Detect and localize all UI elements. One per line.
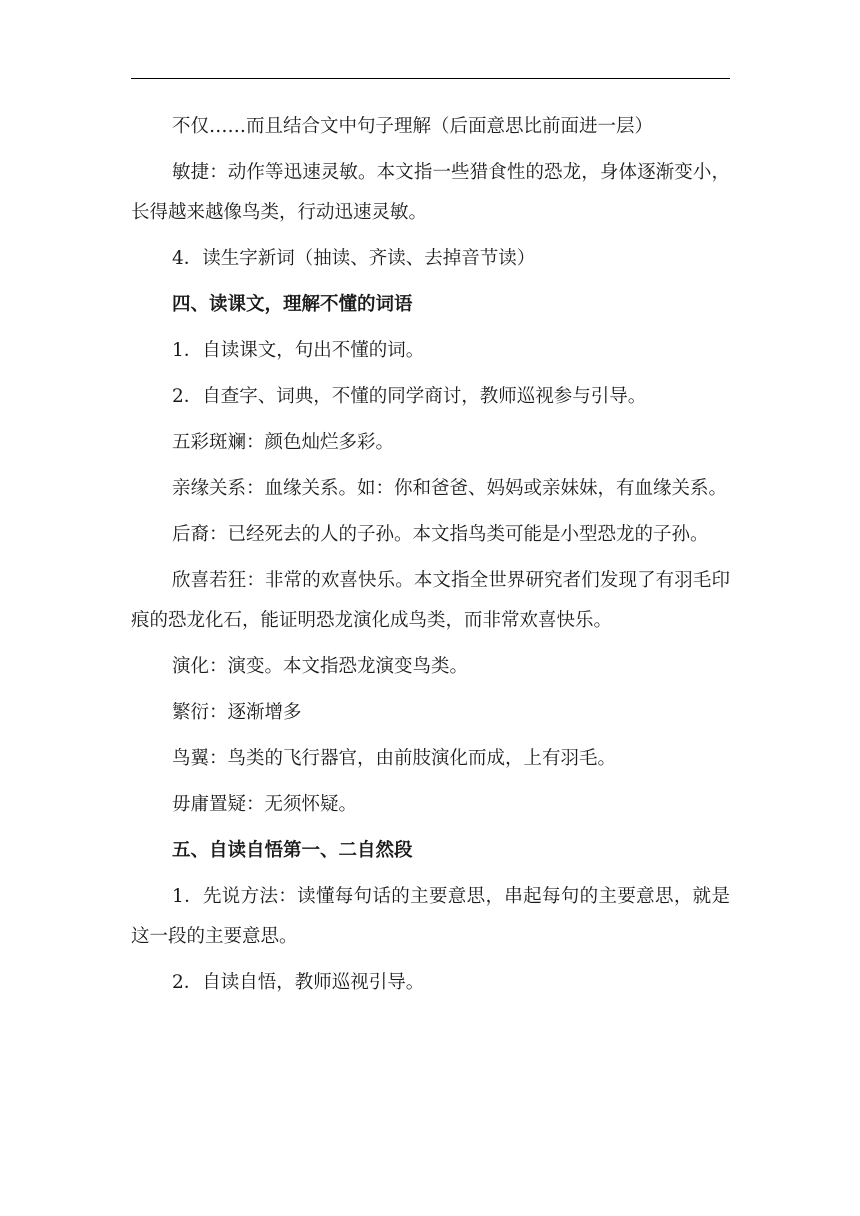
paragraph-fanyan: 繁衍：逐渐增多 xyxy=(172,702,302,723)
paragraph-minjie: 敏捷：动作等迅速灵敏。本文指一些猎食性的恐龙，身体逐渐变小，长得越来越像鸟类，行动迅速灵敏。 xyxy=(131,162,730,223)
paragraph-step-2: 2．自查字、词典，不懂的同学商讨，教师巡视参与引导。 xyxy=(172,386,647,407)
paragraph-houyi: 后裔：已经死去的人的子孙。本文指鸟类可能是小型恐龙的子孙。 xyxy=(172,524,709,545)
section-heading-4: 四、读课文，理解不懂的词语 xyxy=(172,294,413,315)
paragraph-wuyong: 毋庸置疑：无须怀疑。 xyxy=(172,794,358,815)
paragraph-method: 1．先说方法：读懂每句话的主要意思，串起每句的主要意思，就是这一段的主要意思。 xyxy=(131,886,730,947)
document-body xyxy=(131,107,730,1009)
paragraph-self-read: 2．自读自悟，教师巡视引导。 xyxy=(172,972,425,993)
paragraph-qinyuan: 亲缘关系：血缘关系。如：你和爸爸、妈妈或亲妹妹，有血缘关系。 xyxy=(172,478,728,499)
header-rule xyxy=(131,78,730,79)
paragraph-xinxi: 欣喜若狂：非常的欢喜快乐。本文指全世界研究者们发现了有羽毛印痕的恐龙化石，能证明恐龙演化成鸟类，而非常欢喜快乐。 xyxy=(131,570,730,631)
paragraph-buji-erqie: 不仅……而且结合文中句子理解（后面意思比前面进一层） xyxy=(172,116,654,137)
paragraph-wucai: 五彩斑斓：颜色灿烂多彩。 xyxy=(172,432,395,453)
paragraph-yanhua: 演化：演变。本文指恐龙演变鸟类。 xyxy=(172,656,469,677)
paragraph-step-1: 1．自读课文，句出不懂的词。 xyxy=(172,340,425,361)
section-heading-5: 五、自读自悟第一、二自然段 xyxy=(172,840,413,861)
paragraph-niaoyi: 鸟翼：鸟类的飞行器官，由前肢演化而成，上有羽毛。 xyxy=(172,748,617,769)
paragraph-step-4: 4．读生字新词（抽读、齐读、去掉音节读） xyxy=(172,248,536,269)
